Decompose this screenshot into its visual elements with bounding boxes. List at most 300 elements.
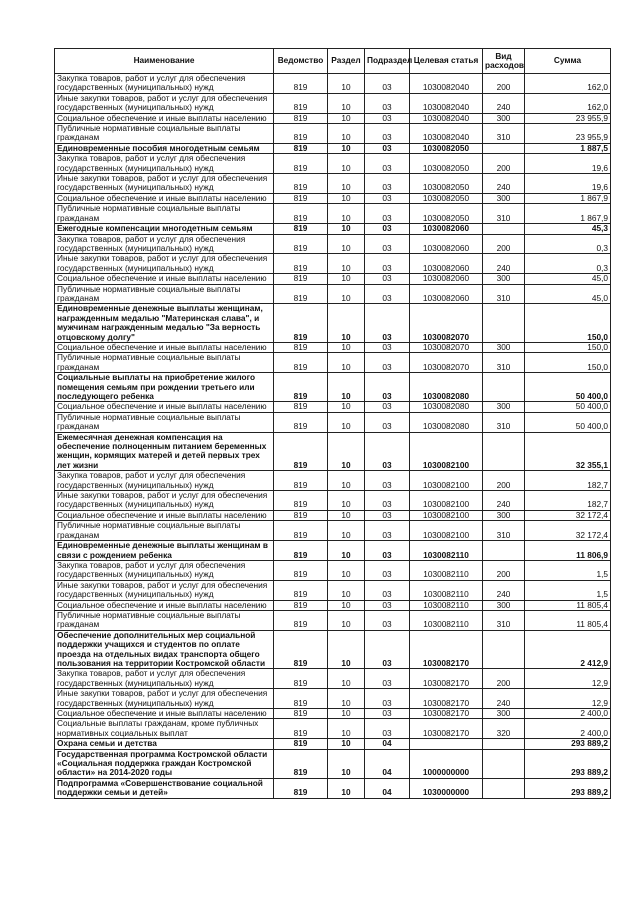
row-expense-type-cell: 240 [483,580,525,600]
table-row [55,174,611,194]
row-subsection-cell: 04 [365,739,410,749]
row-department-cell: 819 [274,224,328,234]
row-department-cell: 819 [274,432,328,471]
table-row [55,93,611,113]
row-subsection-cell: 03 [365,124,410,144]
row-section-cell: 10 [328,719,365,739]
row-expense-type-cell: 200 [483,74,525,94]
row-name-cell: Социальные выплаты на приобретение жилого помещения семьям при рождении третьего или последующего ребенка [55,373,274,402]
row-sum-cell: 2 400,0 [525,719,611,739]
row-department-cell: 819 [274,342,328,352]
row-subsection-cell: 03 [365,353,410,373]
row-section-cell: 10 [328,739,365,749]
header-department: Ведомство [274,49,328,74]
row-department-cell: 819 [274,510,328,520]
row-sum-cell: 1 867,9 [525,193,611,203]
row-expense-type-cell [483,541,525,561]
row-expense-type-cell: 300 [483,342,525,352]
row-target-article-cell: 1030082080 [410,402,483,412]
table-row [55,491,611,511]
row-department-cell: 819 [274,143,328,153]
row-sum-cell: 293 889,2 [525,739,611,749]
row-name-cell: Закупка товаров, работ и услуг для обеспечения государственных (муниципальных) нужд [55,669,274,689]
row-name-cell: Закупка товаров, работ и услуг для обеспечения государственных (муниципальных) нужд [55,471,274,491]
row-section-cell: 10 [328,610,365,630]
row-sum-cell: 293 889,2 [525,749,611,778]
row-name-cell: Ежемесячная денежная компенсация на обеспечение полноценным питанием беременных женщин, кормящих матерей и детей первых трех лет жизни [55,432,274,471]
row-name-cell: Публичные нормативные социальные выплаты гражданам [55,124,274,144]
header-subsection: Подраздел [365,49,410,74]
row-subsection-cell: 03 [365,254,410,274]
row-sum-cell: 162,0 [525,74,611,94]
row-subsection-cell: 03 [365,521,410,541]
row-name-cell: Социальные выплаты гражданам, кроме публичных нормативных социальных выплат [55,719,274,739]
row-expense-type-cell: 310 [483,521,525,541]
table-body [55,74,611,799]
row-department-cell: 819 [274,719,328,739]
row-department-cell: 819 [274,471,328,491]
row-expense-type-cell: 240 [483,254,525,274]
table-row [55,560,611,580]
table-row [55,709,611,719]
row-name-cell: Иные закупки товаров, работ и услуг для обеспечения государственных (муниципальных) нужд [55,174,274,194]
row-target-article-cell: 1030082110 [410,560,483,580]
row-target-article-cell: 1030082050 [410,143,483,153]
table-row [55,342,611,352]
row-name-cell: Социальное обеспечение и иные выплаты населению [55,402,274,412]
table-row [55,510,611,520]
row-expense-type-cell: 310 [483,204,525,224]
row-section-cell: 10 [328,373,365,402]
row-section-cell: 10 [328,749,365,778]
row-department-cell: 819 [274,580,328,600]
row-expense-type-cell [483,739,525,749]
row-section-cell: 10 [328,143,365,153]
row-section-cell: 10 [328,669,365,689]
row-department-cell: 819 [274,124,328,144]
row-section-cell: 10 [328,254,365,274]
row-name-cell: Закупка товаров, работ и услуг для обеспечения государственных (муниципальных) нужд [55,154,274,174]
row-subsection-cell: 03 [365,154,410,174]
row-sum-cell: 12,9 [525,689,611,709]
row-expense-type-cell: 200 [483,471,525,491]
table-row [55,541,611,561]
row-section-cell: 10 [328,560,365,580]
row-section-cell: 10 [328,113,365,123]
row-subsection-cell: 03 [365,412,410,432]
row-subsection-cell: 04 [365,778,410,798]
row-target-article-cell: 1030082100 [410,471,483,491]
row-name-cell: Социальное обеспечение и иные выплаты населению [55,193,274,203]
row-target-article-cell: 1030082100 [410,432,483,471]
row-expense-type-cell: 240 [483,689,525,709]
row-sum-cell: 150,0 [525,304,611,343]
row-department-cell: 819 [274,373,328,402]
table-row [55,412,611,432]
table-row [55,739,611,749]
row-subsection-cell: 03 [365,510,410,520]
row-subsection-cell: 03 [365,402,410,412]
row-subsection-cell: 03 [365,709,410,719]
row-expense-type-cell: 310 [483,412,525,432]
row-target-article-cell: 1030082170 [410,709,483,719]
row-department-cell: 819 [274,630,328,669]
row-department-cell: 819 [274,739,328,749]
row-name-cell: Охрана семьи и детства [55,739,274,749]
row-name-cell: Подпрограмма «Совершенствование социальной поддержки семьи и детей» [55,778,274,798]
table-row [55,402,611,412]
row-target-article-cell: 1030082080 [410,412,483,432]
row-department-cell: 819 [274,113,328,123]
table-row [55,471,611,491]
row-subsection-cell: 03 [365,74,410,94]
row-expense-type-cell: 300 [483,600,525,610]
row-expense-type-cell: 200 [483,560,525,580]
row-department-cell: 819 [274,93,328,113]
row-sum-cell: 23 955,9 [525,124,611,144]
row-sum-cell: 162,0 [525,93,611,113]
row-section-cell: 10 [328,154,365,174]
row-name-cell: Публичные нормативные социальные выплаты гражданам [55,353,274,373]
row-subsection-cell: 03 [365,204,410,224]
row-department-cell: 819 [274,778,328,798]
row-sum-cell: 50 400,0 [525,373,611,402]
row-section-cell: 10 [328,124,365,144]
row-section-cell: 10 [328,284,365,304]
row-name-cell: Социальное обеспечение и иные выплаты населению [55,274,274,284]
table-row [55,719,611,739]
budget-table [54,48,611,799]
row-section-cell: 10 [328,234,365,254]
row-target-article-cell: 1030082060 [410,274,483,284]
row-name-cell: Публичные нормативные социальные выплаты гражданам [55,610,274,630]
row-target-article-cell: 1030082050 [410,204,483,224]
row-sum-cell: 11 806,9 [525,541,611,561]
row-expense-type-cell: 300 [483,402,525,412]
row-section-cell: 10 [328,580,365,600]
table-row [55,274,611,284]
row-target-article-cell: 1030082060 [410,224,483,234]
row-target-article-cell: 1030082170 [410,669,483,689]
row-subsection-cell: 03 [365,93,410,113]
row-target-article-cell: 1030082070 [410,342,483,352]
row-subsection-cell: 03 [365,432,410,471]
row-subsection-cell: 03 [365,143,410,153]
row-section-cell: 10 [328,600,365,610]
row-target-article-cell: 1030082100 [410,491,483,511]
row-expense-type-cell: 240 [483,93,525,113]
row-name-cell: Единовременные денежные выплаты женщинам в связи с рождением ребенка [55,541,274,561]
row-name-cell: Социальное обеспечение и иные выплаты населению [55,342,274,352]
row-department-cell: 819 [274,541,328,561]
table-row [55,193,611,203]
row-name-cell: Иные закупки товаров, работ и услуг для обеспечения государственных (муниципальных) нужд [55,491,274,511]
table-row [55,234,611,254]
row-target-article-cell: 1030082070 [410,353,483,373]
row-department-cell: 819 [274,412,328,432]
row-subsection-cell: 03 [365,113,410,123]
row-sum-cell: 293 889,2 [525,778,611,798]
header-expense-type: Вид расходов [483,49,525,74]
table-row [55,669,611,689]
row-target-article-cell: 1030082050 [410,193,483,203]
row-section-cell: 10 [328,193,365,203]
row-section-cell: 10 [328,224,365,234]
row-expense-type-cell: 310 [483,284,525,304]
row-sum-cell: 32 172,4 [525,510,611,520]
row-sum-cell: 11 805,4 [525,600,611,610]
row-expense-type-cell: 300 [483,274,525,284]
row-name-cell: Публичные нормативные социальные выплаты гражданам [55,521,274,541]
row-target-article-cell: 1030082050 [410,174,483,194]
header-target-article: Целевая статья [410,49,483,74]
row-section-cell: 10 [328,491,365,511]
row-name-cell: Закупка товаров, работ и услуг для обеспечения государственных (муниципальных) нужд [55,234,274,254]
row-subsection-cell: 03 [365,580,410,600]
row-expense-type-cell [483,373,525,402]
row-department-cell: 819 [274,193,328,203]
row-subsection-cell: 03 [365,234,410,254]
table-row [55,600,611,610]
table-row [55,74,611,94]
row-name-cell: Социальное обеспечение и иные выплаты населению [55,600,274,610]
row-expense-type-cell: 200 [483,669,525,689]
row-expense-type-cell: 240 [483,174,525,194]
row-expense-type-cell: 310 [483,610,525,630]
row-expense-type-cell: 310 [483,353,525,373]
row-section-cell: 10 [328,74,365,94]
row-expense-type-cell [483,432,525,471]
row-sum-cell: 0,3 [525,234,611,254]
row-target-article-cell: 1030082110 [410,610,483,630]
table-row [55,432,611,471]
row-department-cell: 819 [274,560,328,580]
row-target-article-cell: 1030082040 [410,113,483,123]
row-sum-cell: 150,0 [525,353,611,373]
row-expense-type-cell: 320 [483,719,525,739]
row-name-cell: Закупка товаров, работ и услуг для обеспечения государственных (муниципальных) нужд [55,74,274,94]
row-department-cell: 819 [274,610,328,630]
row-subsection-cell: 04 [365,749,410,778]
row-subsection-cell: 03 [365,193,410,203]
row-subsection-cell: 03 [365,174,410,194]
table-row [55,224,611,234]
row-expense-type-cell [483,630,525,669]
table-row [55,749,611,778]
row-subsection-cell: 03 [365,560,410,580]
document-page [54,48,610,799]
row-expense-type-cell: 300 [483,113,525,123]
row-subsection-cell: 03 [365,719,410,739]
table-row [55,630,611,669]
row-subsection-cell: 03 [365,274,410,284]
row-sum-cell: 0,3 [525,254,611,274]
row-target-article-cell: 1030082060 [410,254,483,274]
row-target-article-cell: 1030082110 [410,541,483,561]
row-sum-cell: 1,5 [525,580,611,600]
table-row [55,353,611,373]
row-subsection-cell: 03 [365,541,410,561]
row-subsection-cell: 03 [365,373,410,402]
row-department-cell: 819 [274,521,328,541]
row-target-article-cell: 1030082040 [410,93,483,113]
table-row [55,154,611,174]
row-subsection-cell: 03 [365,669,410,689]
row-expense-type-cell [483,224,525,234]
header-section: Раздел [328,49,365,74]
row-section-cell: 10 [328,204,365,224]
row-sum-cell: 182,7 [525,471,611,491]
header-name: Наименование [55,49,274,74]
row-section-cell: 10 [328,709,365,719]
row-sum-cell: 182,7 [525,491,611,511]
row-target-article-cell: 1030082050 [410,154,483,174]
row-subsection-cell: 03 [365,284,410,304]
table-row [55,204,611,224]
row-subsection-cell: 03 [365,342,410,352]
row-section-cell: 10 [328,93,365,113]
row-target-article-cell: 1000000000 [410,749,483,778]
row-department-cell: 819 [274,284,328,304]
row-department-cell: 819 [274,749,328,778]
row-name-cell: Закупка товаров, работ и услуг для обеспечения государственных (муниципальных) нужд [55,560,274,580]
row-expense-type-cell: 310 [483,124,525,144]
row-target-article-cell: 1030082170 [410,630,483,669]
table-row [55,284,611,304]
row-sum-cell: 12,9 [525,669,611,689]
row-name-cell: Единовременные денежные выплаты женщинам, награжденным медалью "Материнская слава", и мужчинам награжденным медалью "За верность отцовскому долгу" [55,304,274,343]
row-name-cell: Публичные нормативные социальные выплаты гражданам [55,204,274,224]
table-row [55,610,611,630]
row-subsection-cell: 03 [365,610,410,630]
row-sum-cell: 19,6 [525,174,611,194]
row-sum-cell: 2 412,9 [525,630,611,669]
row-expense-type-cell: 300 [483,709,525,719]
row-target-article-cell: 1030082110 [410,580,483,600]
row-expense-type-cell [483,143,525,153]
row-expense-type-cell [483,778,525,798]
row-name-cell: Иные закупки товаров, работ и услуг для обеспечения государственных (муниципальных) нужд [55,93,274,113]
table-header-row [55,49,611,74]
row-sum-cell: 1 887,5 [525,143,611,153]
row-sum-cell: 2 400,0 [525,709,611,719]
row-section-cell: 10 [328,541,365,561]
row-target-article-cell: 1030082170 [410,719,483,739]
header-sum: Сумма [525,49,611,74]
row-sum-cell: 23 955,9 [525,113,611,123]
row-department-cell: 819 [274,353,328,373]
row-expense-type-cell: 200 [483,154,525,174]
row-section-cell: 10 [328,521,365,541]
row-department-cell: 819 [274,174,328,194]
row-department-cell: 819 [274,274,328,284]
row-target-article-cell: 1030082070 [410,304,483,343]
row-name-cell: Государственная программа Костромской области «Социальная поддержка граждан Костромской области» на 2014-2020 годы [55,749,274,778]
row-target-article-cell: 1030082110 [410,600,483,610]
row-subsection-cell: 03 [365,224,410,234]
table-row [55,113,611,123]
row-sum-cell: 45,0 [525,284,611,304]
table-row [55,521,611,541]
row-department-cell: 819 [274,154,328,174]
row-sum-cell: 45,0 [525,274,611,284]
row-target-article-cell [410,739,483,749]
row-section-cell: 10 [328,778,365,798]
row-target-article-cell: 1030082060 [410,284,483,304]
row-sum-cell: 150,0 [525,342,611,352]
row-target-article-cell: 1030082100 [410,510,483,520]
row-sum-cell: 50 400,0 [525,412,611,432]
row-department-cell: 819 [274,74,328,94]
table-row [55,373,611,402]
row-sum-cell: 32 355,1 [525,432,611,471]
row-section-cell: 10 [328,402,365,412]
row-department-cell: 819 [274,709,328,719]
table-row [55,778,611,798]
row-department-cell: 819 [274,669,328,689]
row-name-cell: Социальное обеспечение и иные выплаты населению [55,510,274,520]
row-sum-cell: 50 400,0 [525,402,611,412]
table-row [55,304,611,343]
row-department-cell: 819 [274,491,328,511]
row-section-cell: 10 [328,274,365,284]
table-row [55,254,611,274]
row-department-cell: 819 [274,402,328,412]
row-sum-cell: 45,3 [525,224,611,234]
row-section-cell: 10 [328,304,365,343]
row-section-cell: 10 [328,510,365,520]
row-name-cell: Обеспечение дополнительных мер социальной поддержки учащихся и студентов по оплате проезда на отдельных видах транспорта общего пользования на территории Костромской области [55,630,274,669]
row-sum-cell: 32 172,4 [525,521,611,541]
row-name-cell: Социальное обеспечение и иные выплаты населению [55,113,274,123]
row-section-cell: 10 [328,174,365,194]
row-expense-type-cell [483,749,525,778]
row-expense-type-cell [483,304,525,343]
row-expense-type-cell: 300 [483,510,525,520]
row-expense-type-cell: 300 [483,193,525,203]
row-department-cell: 819 [274,304,328,343]
row-subsection-cell: 03 [365,689,410,709]
row-sum-cell: 1,5 [525,560,611,580]
row-sum-cell: 11 805,4 [525,610,611,630]
row-name-cell: Ежегодные компенсации многодетным семьям [55,224,274,234]
row-name-cell: Публичные нормативные социальные выплаты гражданам [55,412,274,432]
row-name-cell: Иные закупки товаров, работ и услуг для обеспечения государственных (муниципальных) нужд [55,689,274,709]
table-row [55,689,611,709]
row-sum-cell: 1 867,9 [525,204,611,224]
row-target-article-cell: 1030000000 [410,778,483,798]
row-subsection-cell: 03 [365,600,410,610]
row-name-cell: Единовременные пособия многодетным семьям [55,143,274,153]
row-name-cell: Иные закупки товаров, работ и услуг для обеспечения государственных (муниципальных) нужд [55,580,274,600]
table-row [55,580,611,600]
row-name-cell: Иные закупки товаров, работ и услуг для обеспечения государственных (муниципальных) нужд [55,254,274,274]
row-section-cell: 10 [328,471,365,491]
row-section-cell: 10 [328,342,365,352]
table-row [55,124,611,144]
row-expense-type-cell: 240 [483,491,525,511]
row-section-cell: 10 [328,630,365,669]
row-section-cell: 10 [328,353,365,373]
row-subsection-cell: 03 [365,630,410,669]
row-sum-cell: 19,6 [525,154,611,174]
row-section-cell: 10 [328,412,365,432]
row-department-cell: 819 [274,600,328,610]
row-target-article-cell: 1030082080 [410,373,483,402]
row-target-article-cell: 1030082040 [410,124,483,144]
row-target-article-cell: 1030082100 [410,521,483,541]
row-target-article-cell: 1030082040 [410,74,483,94]
